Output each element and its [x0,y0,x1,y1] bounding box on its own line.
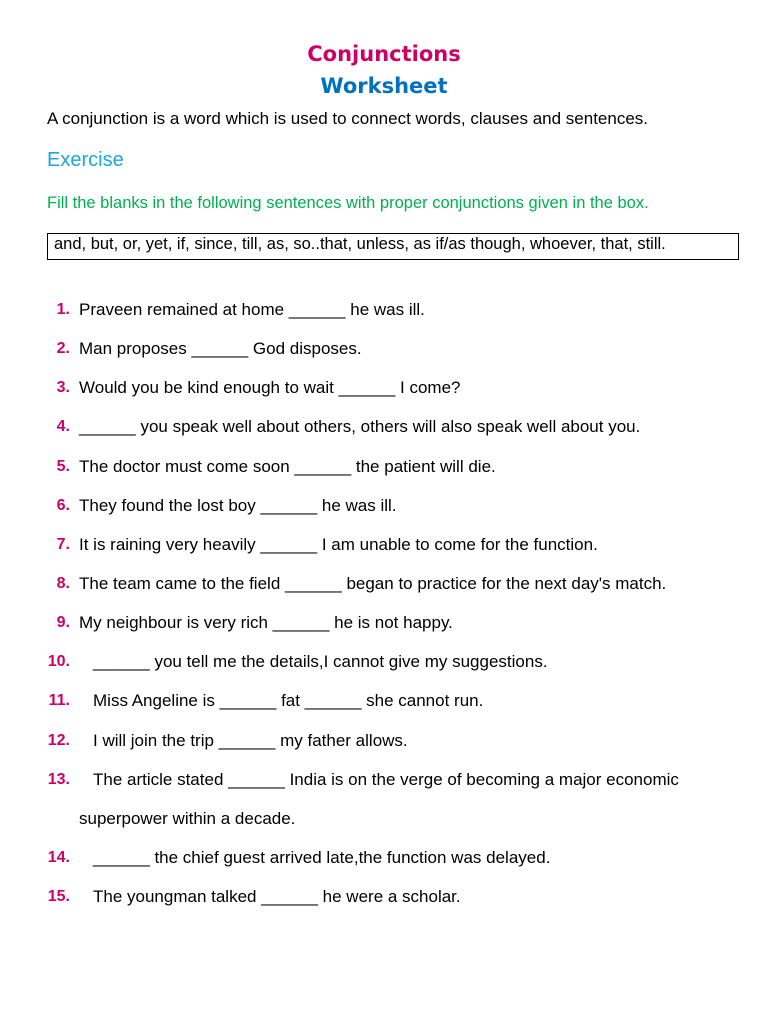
question-number: 12. [47,732,70,749]
question-number: 4. [56,418,70,435]
question-number: 10. [47,653,70,670]
question-text: The youngman talked ______ he were a scholar. [93,887,461,906]
question-number: 9. [56,614,70,631]
question-text: Man proposes ______ God disposes. [79,339,362,358]
question-text: ______ you speak well about others, others will also speak well about you. [79,417,641,436]
worksheet-title: Conjunctions [307,42,461,66]
question-text-continuation: superpower within a decade. [79,809,296,828]
question-text: I will join the trip ______ my father allows. [93,731,408,750]
exercise-heading: Exercise [47,149,124,171]
worksheet-subtitle: Worksheet [320,74,448,98]
question-number: 6. [56,497,70,514]
question-text: Would you be kind enough to wait ______ I come? [79,378,461,397]
question-text: They found the lost boy ______ he was ill. [79,496,397,515]
question-number: 1. [56,301,70,318]
question-number: 14. [47,849,70,866]
question-number: 3. [56,379,70,396]
question-text: My neighbour is very rich ______ he is not happy. [79,613,453,632]
question-number: 11. [48,692,70,709]
question-text: Praveen remained at home ______ he was ill. [79,300,425,319]
question-number: 13. [47,771,70,788]
intro-text: A conjunction is a word which is used to connect words, clauses and sentences. [47,109,649,128]
conjunction-word-box: and, but, or, yet, if, since, till, as, so..that, unless, as if/as though, whoever, that, still. [47,233,739,260]
instruction-text: Fill the blanks in the following sentences with proper conjunctions given in the box. [47,194,649,212]
question-text: Miss Angeline is ______ fat ______ she cannot run. [93,691,484,710]
question-text: ______ you tell me the details,I cannot give my suggestions. [93,652,548,671]
question-number: 7. [56,536,70,553]
question-number: 5. [56,458,70,475]
question-text: The doctor must come soon ______ the patient will die. [79,457,496,476]
question-number: 2. [56,340,70,357]
question-number: 15. [47,888,70,905]
question-number: 8. [56,575,70,592]
question-text: ______ the chief guest arrived late,the function was delayed. [93,848,551,867]
question-text: The article stated ______ India is on the verge of becoming a major economic [93,770,679,789]
question-text: It is raining very heavily ______ I am unable to come for the function. [79,535,598,554]
question-text: The team came to the field ______ began to practice for the next day's match. [79,574,667,593]
